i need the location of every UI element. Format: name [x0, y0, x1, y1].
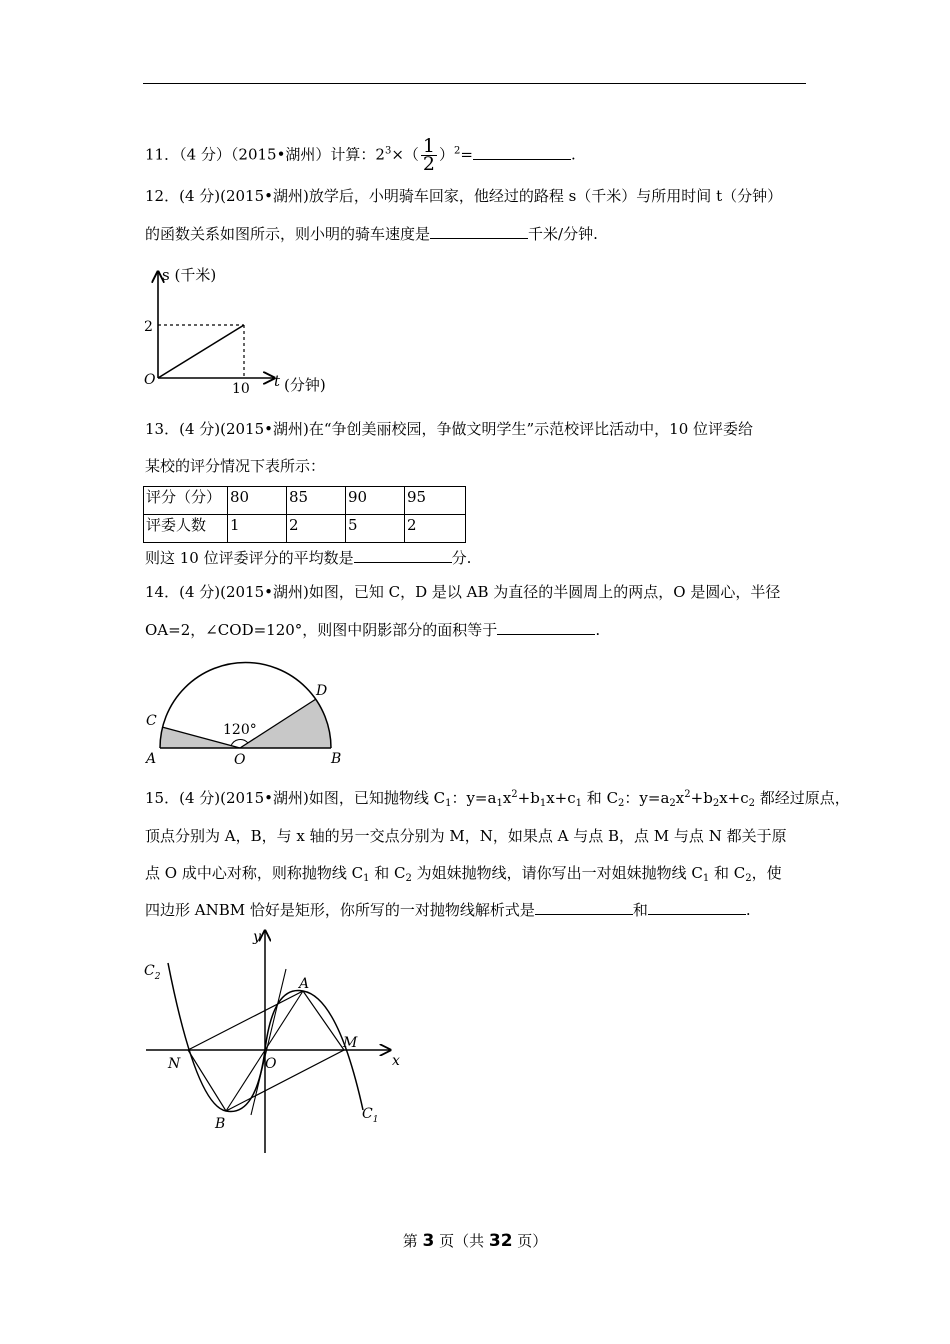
subscript: 1 — [539, 798, 547, 809]
q14-end: . — [595, 621, 601, 639]
q15-text: . — [745, 901, 751, 919]
subscript: 1 — [496, 798, 503, 809]
q11-times: ×（ — [391, 145, 419, 164]
q15-text: +b — [517, 789, 540, 807]
question-15-line-4 — [145, 900, 751, 920]
q11-exponent-2: 2 — [454, 145, 461, 157]
q11-fraction — [421, 135, 437, 175]
table-cell: 80 — [228, 487, 287, 515]
answer-blank[interactable] — [473, 145, 571, 160]
parabola-figure — [138, 925, 408, 1160]
q15-text: 15．(4 分)(2015•湖州)如图，已知抛物线 C — [145, 789, 446, 807]
point-m-label: M — [343, 1035, 358, 1051]
c2-label: $C_2$ — [144, 963, 161, 982]
q15-text: ：y=a — [451, 789, 497, 807]
q15-text: ，使 — [751, 864, 782, 882]
question-15-line-3 — [145, 863, 782, 883]
question-12-line-2 — [145, 224, 598, 244]
graph-line — [158, 325, 244, 378]
s-axis-label: s (千米) — [162, 266, 217, 284]
table-cell: 2 — [287, 515, 346, 543]
answer-blank[interactable] — [430, 224, 528, 239]
q15-text: x — [675, 789, 685, 807]
question-15-line-1 — [145, 788, 850, 808]
answer-blank-2[interactable] — [648, 900, 746, 915]
page-footer — [0, 1230, 950, 1251]
point-d-label: D — [316, 683, 328, 699]
question-14-line-1: 14．(4 分)(2015•湖州)如图，已知 C，D 是以 AB 为直径的半圆周上的两点，O 是圆心，半径 — [145, 583, 781, 601]
table-row — [144, 487, 466, 515]
subscript: 2 — [748, 798, 755, 809]
score-table — [143, 486, 466, 543]
superscript: 2 — [684, 789, 691, 800]
q15-text: 四边形 ANBM 恰好是矩形，你所写的一对抛物线解析式是 — [145, 901, 535, 919]
question-13-line-3 — [145, 548, 471, 568]
q14-text: OA=2，∠COD=120°，则图中阴影部分的面积等于 — [145, 621, 498, 639]
tangent-line — [251, 969, 286, 1115]
q11-exponent: 3 — [384, 145, 392, 157]
subscript: 2 — [405, 873, 412, 884]
subscript: 1 — [575, 798, 583, 809]
q15-text: x+c — [546, 789, 576, 807]
point-a-label: A — [146, 751, 157, 767]
subscript: 1 — [363, 873, 370, 884]
fraction-numerator: 1 — [422, 135, 436, 157]
subscript: 2 — [712, 798, 720, 809]
header-rule — [143, 83, 806, 84]
q13-text: 则这 10 位评委评分的平均数是 — [145, 549, 354, 567]
semicircle-figure — [138, 650, 358, 770]
table-row — [144, 515, 466, 543]
q15-text: 点 O 成中心对称，则称抛物线 C — [145, 864, 364, 882]
table-cell: 5 — [346, 515, 405, 543]
origin-label: O — [144, 372, 156, 388]
footer-text: 第 — [402, 1232, 423, 1250]
question-12-line-1: 12．(4 分)(2015•湖州)放学后，小明骑车回家，他经过的路程 s（千米）与所用时间 t（分钟） — [145, 187, 783, 205]
q11-end: . — [570, 145, 576, 164]
table-cell: 85 — [287, 487, 346, 515]
point-c-label: C — [146, 713, 157, 729]
point-a-label: A — [299, 976, 310, 992]
point-n-label: N — [168, 1056, 181, 1072]
question-15-line-2: 顶点分别为 A，B，与 x 轴的另一交点分别为 M，N，如果点 A 与点 B，点 M 与点 N 都关于原 — [145, 827, 787, 845]
q15-text: 都经过原点， — [755, 789, 850, 807]
question-14-line-2 — [145, 620, 600, 640]
question-13-line-2: 某校的评分情况下表所示： — [145, 457, 326, 475]
q11-text: 11．（4 分）（2015•湖州）计算：2 — [145, 145, 385, 164]
subscript: 2 — [618, 798, 625, 809]
t-axis-label: (分钟) — [284, 376, 326, 394]
superscript: 2 — [511, 789, 518, 800]
q11-equals: = — [460, 145, 473, 164]
subscript: 2 — [745, 873, 752, 884]
q15-text: 和 C — [369, 864, 406, 882]
angle-label: 120° — [223, 722, 257, 738]
table-cell: 评委人数 — [144, 515, 228, 543]
q15-text: 和 C — [709, 864, 746, 882]
point-b-label: B — [331, 751, 342, 767]
x-tick-label: 10 — [232, 381, 250, 397]
subscript: 2 — [669, 798, 676, 809]
table-cell: 评分（分） — [144, 487, 228, 515]
q13-unit: 分. — [451, 549, 472, 567]
y-axis-label: y — [253, 929, 261, 945]
subscript: 1 — [702, 873, 710, 884]
total-pages: 32 — [488, 1231, 513, 1251]
table-cell: 90 — [346, 487, 405, 515]
footer-text: 页（共 — [434, 1232, 489, 1250]
answer-blank[interactable] — [354, 548, 452, 563]
c1-label: $C_1$ — [362, 1106, 379, 1125]
table-cell: 1 — [228, 515, 287, 543]
page-number: 3 — [422, 1231, 435, 1251]
fraction-denominator: 2 — [422, 153, 436, 175]
x-axis-label: x — [392, 1053, 400, 1069]
q12-text: 的函数关系如图所示，则小明的骑车速度是 — [145, 225, 431, 243]
origin-label: O — [265, 1056, 277, 1072]
answer-blank[interactable] — [497, 620, 595, 635]
q12-unit: 千米/分钟. — [528, 225, 598, 243]
q15-text: 和 C — [582, 789, 619, 807]
y-tick-label: 2 — [144, 319, 153, 335]
footer-text: 页） — [512, 1232, 548, 1250]
q15-text: 和 — [632, 901, 648, 919]
point-o-label: O — [234, 752, 246, 768]
question-13-line-1: 13．(4 分)(2015•湖州)在“争创美丽校园，争做文明学生”示范校评比活动中，10 位评委给 — [145, 420, 754, 438]
distance-time-graph — [140, 262, 350, 397]
q15-text: x+c — [719, 789, 749, 807]
question-11 — [145, 135, 576, 175]
table-cell: 2 — [405, 515, 466, 543]
point-b-label: B — [215, 1116, 226, 1132]
subscript: 1 — [445, 798, 452, 809]
q15-text: 为姐妹抛物线，请你写出一对姐妹抛物线 C — [411, 864, 703, 882]
t-axis-symbol: t — [274, 372, 281, 390]
q15-text: x — [502, 789, 512, 807]
table-cell: 95 — [405, 487, 466, 515]
q15-text: ：y=a — [624, 789, 670, 807]
q11-paren: ） — [439, 145, 455, 164]
q15-text: +b — [690, 789, 713, 807]
answer-blank-1[interactable] — [535, 900, 633, 915]
